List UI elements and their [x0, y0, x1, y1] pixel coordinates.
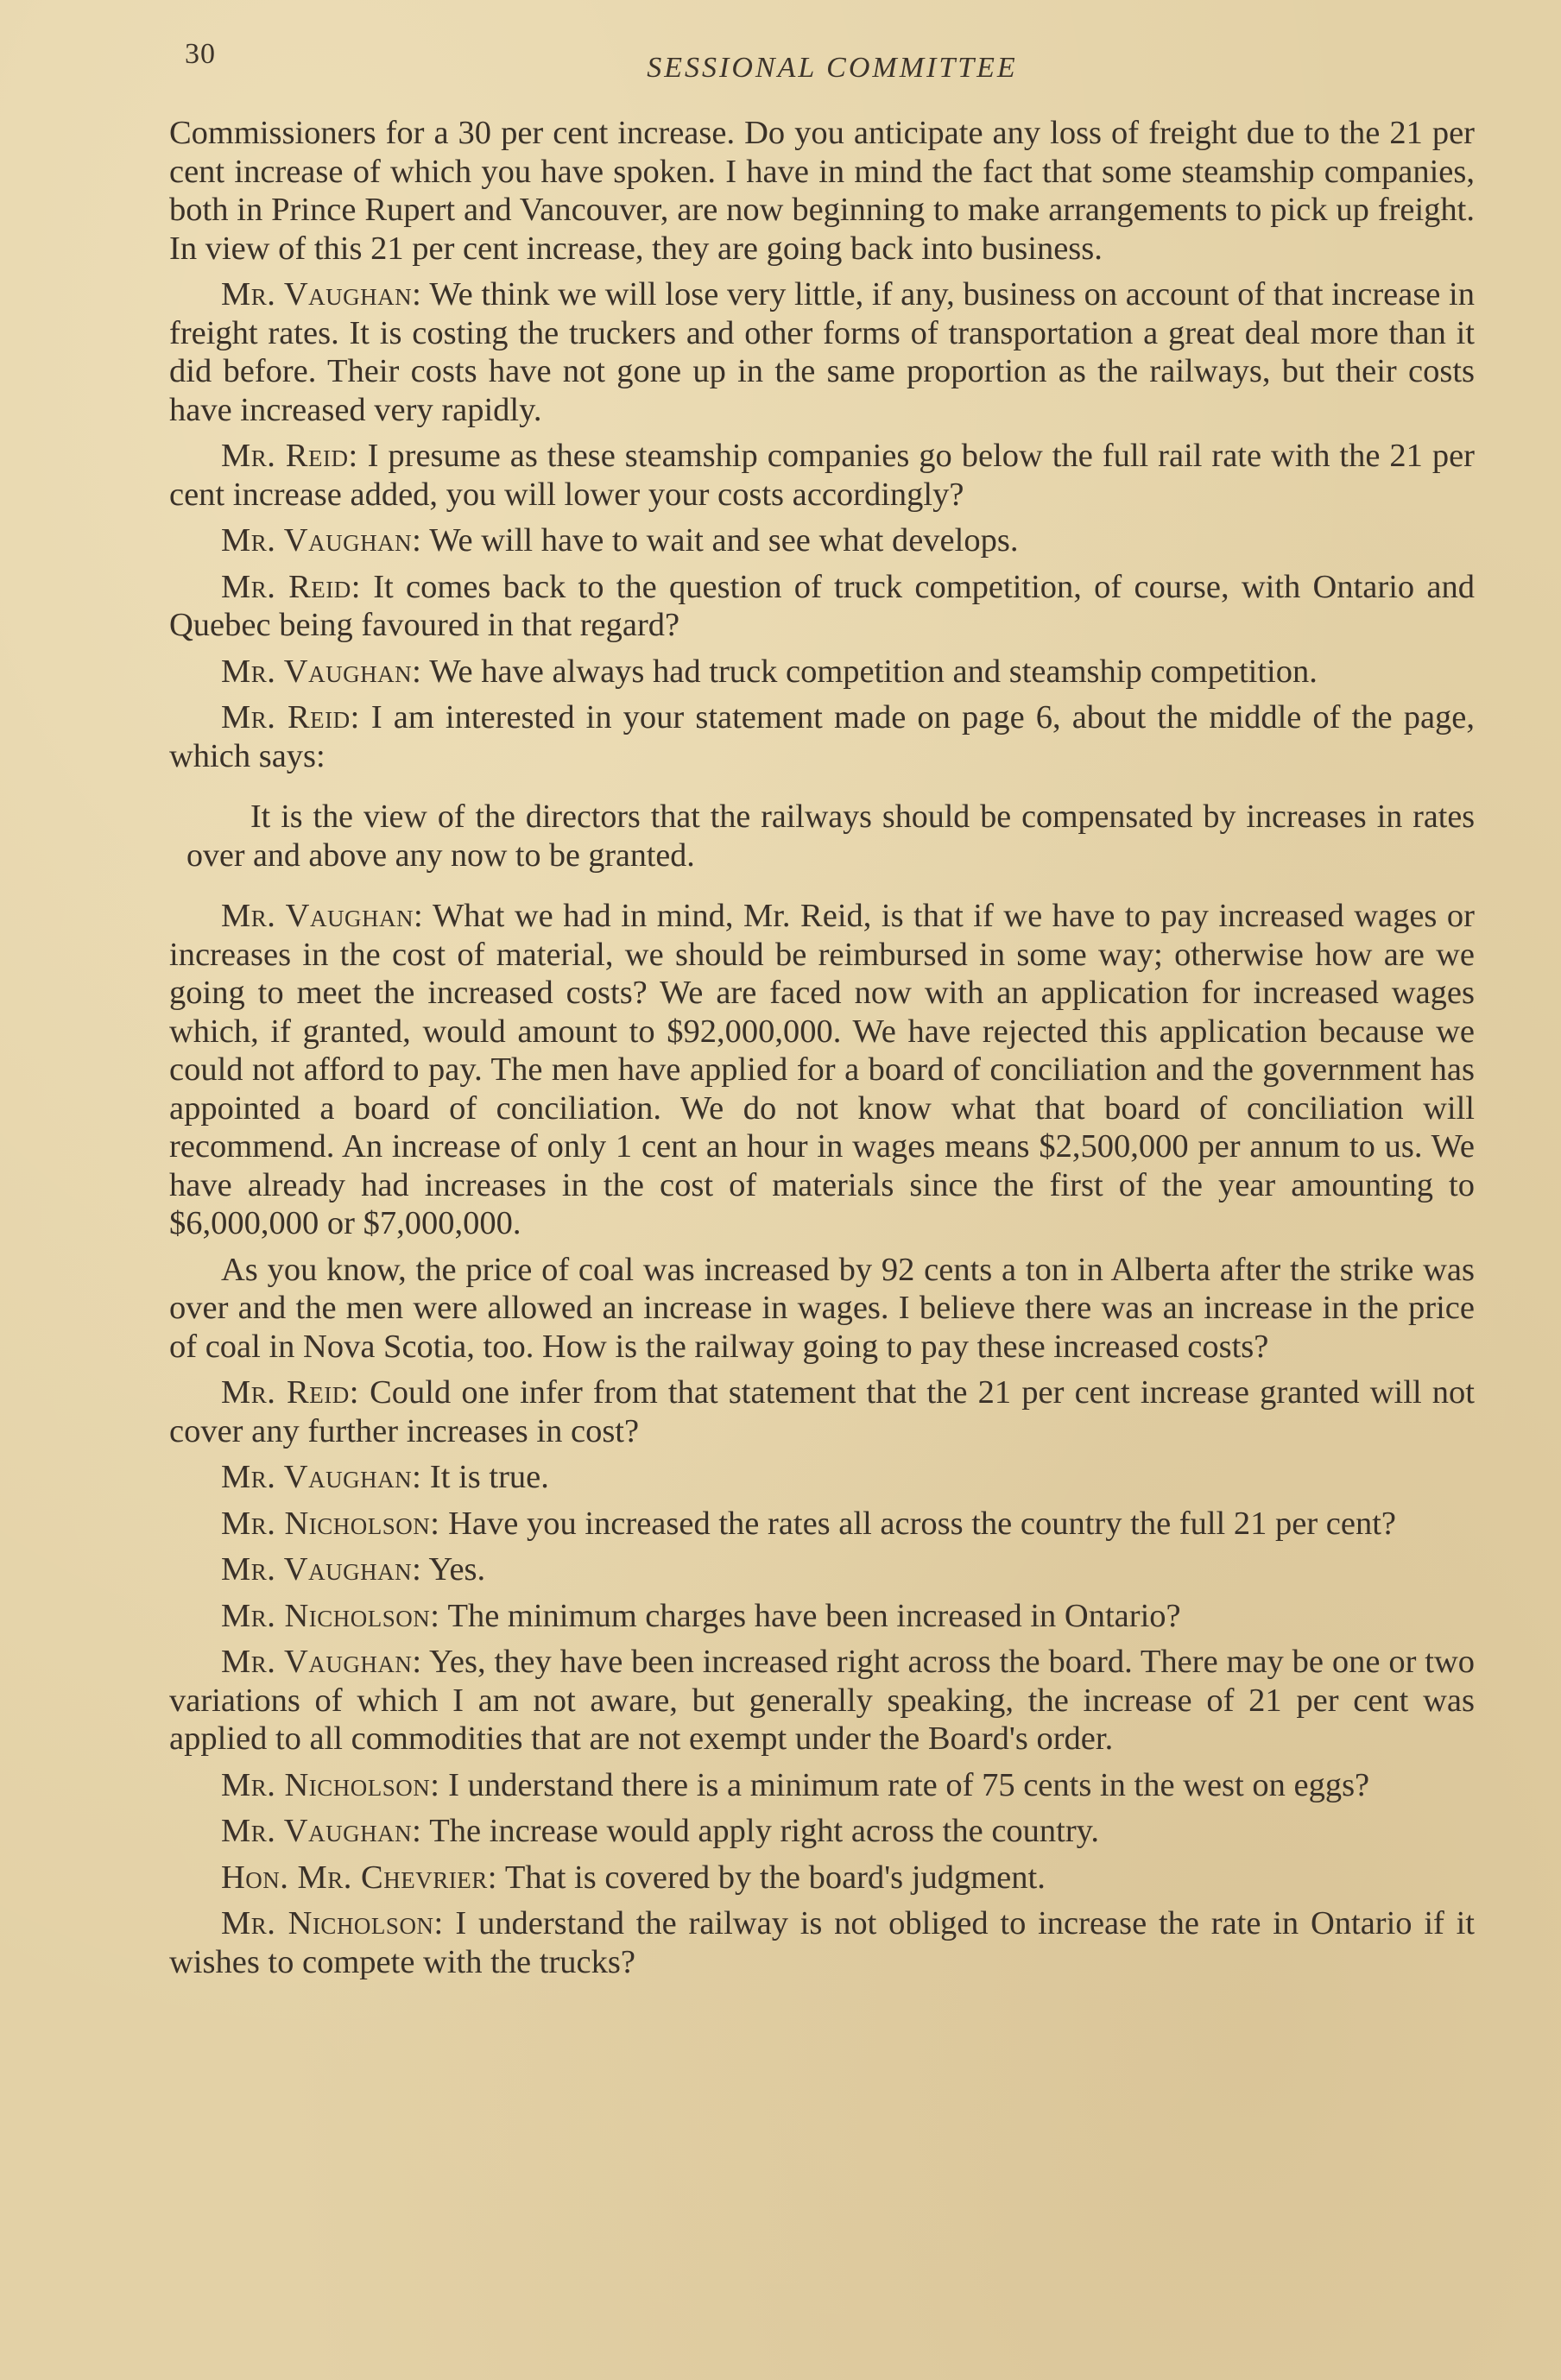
paragraph-text: I understand there is a minimum rate of 75 cents in the west on eggs? [448, 1766, 1370, 1803]
speaker-label: Mr. Vaughan: [221, 1813, 422, 1849]
paragraph-text: I am interested in your statement made on page 6, about the middle of the page, which says: [169, 699, 1475, 774]
paragraph-text: What we had in mind, Mr. Reid, is that if we have to pay increased wages or increases in the cost of material, we should be reimbursed in some way; otherwise how are we going to meet the increased costs? We are faced now with an application for increased wages which, if granted, would amount to $92,000,000. We have rejected this application because we could not afford to pay. The men have applied for a board of conciliation and the government has appointed a board of conciliation. We do not know what that board of conciliation will recommend. An increase of only 1 cent an hour in wages means $2,500,000 per annum to us. We have already had increases in the cost of materials since the first of the year amounting to $6,000,000 or $7,000,000. [169, 898, 1475, 1241]
speaker-label: Mr. Nicholson: [221, 1905, 444, 1941]
paragraph-text: As you know, the price of coal was increased by 92 cents a ton in Alberta after the strike was over and the men were allowed an increase in wages. I believe there was an increase in the price of coal in Nova Scotia, too. How is the railway going to pay these increased costs? [169, 1251, 1475, 1365]
block-quote [169, 798, 1475, 874]
speaker-label: Mr. Nicholson: [221, 1505, 440, 1542]
paragraph [169, 275, 1475, 429]
speaker-label: Mr. Vaughan: [221, 653, 422, 690]
paragraph [169, 437, 1475, 514]
speaker-label: Mr. Vaughan: [221, 522, 422, 559]
paragraph [169, 1373, 1475, 1450]
paragraph-text: Yes. [428, 1551, 486, 1588]
paragraph [169, 1597, 1475, 1636]
quote-text: It is the view of the directors that the railways should be compensated by increases in rates over and above any now to be granted. [186, 799, 1475, 874]
paragraph-text: It is true. [429, 1459, 549, 1495]
paragraph-text: I understand the railway is not obliged to increase the rate in Ontario if it wishes to compete with the trucks? [169, 1905, 1476, 1980]
speaker-label: Mr. Reid: [221, 699, 360, 735]
speaker-label: Mr. Vaughan: [221, 1551, 422, 1588]
paragraph-text: Could one infer from that statement that the 21 per cent increase granted will not cover any further increases in cost? [169, 1374, 1475, 1449]
paragraph-text: We have always had truck competition and steamship competition. [429, 653, 1318, 690]
speaker-label: Hon. Mr. Chevrier: [221, 1859, 497, 1896]
paragraph-text: That is covered by the board's judgment. [504, 1859, 1046, 1896]
speaker-label: Mr. Nicholson: [221, 1766, 440, 1803]
paragraph [169, 1505, 1475, 1544]
paragraph [169, 114, 1475, 268]
paragraph [169, 1458, 1475, 1497]
running-head: SESSIONAL COMMITTEE [647, 52, 1018, 84]
speaker-label: Mr. Reid: [221, 1374, 359, 1411]
speaker-label: Mr. Vaughan: [221, 1459, 422, 1495]
paragraph [169, 1251, 1475, 1367]
paragraph [169, 1859, 1475, 1897]
speaker-label: Mr. Vaughan: [221, 898, 424, 934]
paragraph [169, 1643, 1475, 1758]
paragraph [169, 1904, 1475, 1981]
page-number: 30 [185, 38, 216, 70]
paragraph-text: We will have to wait and see what develops. [429, 522, 1019, 559]
paragraph-text: I presume as these steamship companies go below the full rail rate with the 21 per cent increase added, you will lower your costs accordingly? [169, 438, 1475, 513]
paragraph-text: The minimum charges have been increased in Ontario? [447, 1597, 1181, 1634]
transcript-body [169, 114, 1475, 1989]
speaker-label: Mr. Reid: [221, 438, 358, 474]
paragraph-text: It comes back to the question of truck competition, of course, with Ontario and Quebec being favoured in that regard? [169, 568, 1475, 643]
paragraph [169, 1550, 1475, 1589]
speaker-label: Mr. Vaughan: [221, 1644, 422, 1680]
paragraph [169, 568, 1475, 645]
paragraph [169, 1766, 1475, 1805]
paragraph-text: Yes, they have been increased right across the board. There may be one or two variations of which I am not aware, but generally speaking, the increase of 21 per cent was applied to all commodities that are not exempt under the Board's order. [169, 1644, 1475, 1757]
speaker-label: Mr. Reid: [221, 568, 361, 605]
paragraph-text: Commissioners for a 30 per cent increase. Do you anticipate any loss of freight due to the 21 per cent increase of which you have spoken. I have in mind the fact that some steamship companies, both in Prince Rupert and Vancouver, are now beginning to make arrangements to pick up freight. In view of this 21 per cent increase, they are going back into business. [169, 115, 1475, 267]
paragraph [169, 698, 1475, 775]
paragraph-text: Have you increased the rates all across the country the full 21 per cent? [448, 1505, 1396, 1542]
paragraph-text: We think we will lose very little, if any, business on account of that increase in freight rates. It is costing the truckers and other forms of transportation a great deal more than it did before. Their costs have not gone up in the same proportion as the railways, but their costs have increased very rapidly. [169, 276, 1476, 428]
speaker-label: Mr. Vaughan: [221, 276, 422, 312]
paragraph [169, 1812, 1475, 1851]
paragraph-text: The increase would apply right across the country. [429, 1813, 1100, 1849]
speaker-label: Mr. Nicholson: [221, 1597, 440, 1634]
paragraph [169, 653, 1475, 691]
paragraph [169, 897, 1475, 1243]
paragraph [169, 521, 1475, 560]
